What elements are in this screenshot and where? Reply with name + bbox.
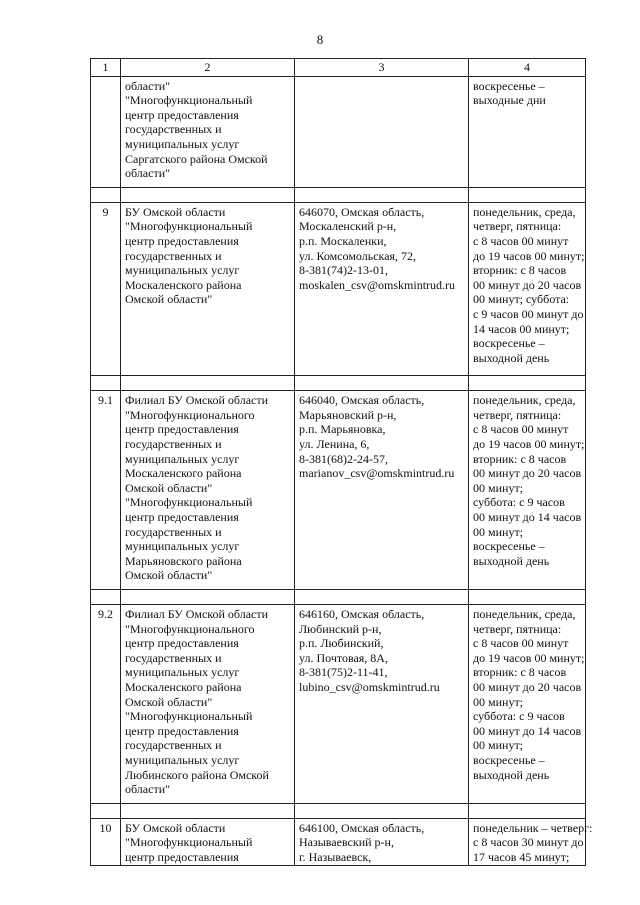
address-cell [295,76,469,187]
organization-line: Любинского района Омской [125,767,269,782]
spacer-cell [121,590,295,605]
organization-line: центр предоставления [125,422,239,437]
address-line: moskalen_csv@omskmintrud.ru [299,277,456,292]
spacer-cell [295,376,469,391]
schedule-line: с 8 часов 00 минут [473,636,569,651]
organization-line: Омской области" [125,568,213,583]
schedule-line: понедельник, среда, [473,204,576,219]
organization-line: муниципальных услуг [125,752,240,767]
organization-line: области" [125,166,171,181]
organization-line: Москаленского района [125,277,242,292]
row-number: 9.2 [91,605,121,804]
address-line: ул. Ленина, 6, [299,437,370,452]
schedule-line: выходной день [473,350,550,365]
address-line: marianov_csv@omskmintrud.ru [299,466,455,481]
spacer-cell [91,803,121,818]
table-row [91,391,586,590]
address-line: р.п. Москаленки, [299,233,387,248]
organization-line: Омской области" [125,480,213,495]
organization-line: центр предоставления [125,107,239,122]
schedule-cell [469,76,586,187]
organization-line: центр предоставления [125,636,239,651]
address-line: 8-381(74)2-13-01, [299,263,388,278]
schedule-line: вторник: с 8 часов [473,665,567,680]
schedule-line: 14 часов 00 минут; [473,321,570,336]
organization-line: Москаленского района [125,466,242,481]
organization-line: "Многофункциональный [125,835,253,850]
organization-line: государственных и [125,437,222,452]
address-line: 8-381(68)2-24-57, [299,451,388,466]
organization-line: Омской области" [125,292,213,307]
spacer-cell [121,803,295,818]
schedule-line: 00 минут; [473,524,524,539]
schedule-line: воскресенье – [473,539,545,554]
organization-line: "Многофункциональный [125,93,253,108]
schedule-line: вторник: с 8 часов [473,263,567,278]
address-line: Называевский р-н, [299,835,394,850]
address-line: ул. Комсомольская, 72, [299,248,417,263]
address-line: 646160, Омская область, [299,607,425,621]
organization-line: области" [125,78,171,93]
schedule-line: понедельник – четверг: [473,820,593,835]
organization-line: "Многофункциональный [125,495,253,510]
schedule-line: до 19 часов 00 минут; [473,650,585,665]
organization-line: Филиал БУ Омской области [125,393,269,408]
organization-line: муниципальных услуг [125,539,240,554]
organization-line: центр предоставления [125,849,239,864]
schedule-line: 00 минут до 20 часов [473,679,582,694]
spacer-cell [295,590,469,605]
address-cell [295,818,469,865]
address-line: 646070, Омская область, [299,204,425,219]
schedule-line: суббота: с 9 часов [473,709,565,724]
row-number: 10 [91,818,121,865]
row-number: 9.1 [91,391,121,590]
address-line: г. Называевск, [299,849,372,864]
column-header-3: 3 [295,59,469,77]
organization-cell [121,76,295,187]
page-number: 8 [316,32,324,47]
organization-line: Саргатского района Омской [125,151,268,166]
organization-line: БУ Омской области [125,204,226,219]
address-line: ул. Почтовая, 8А, [299,650,388,665]
schedule-line: суббота: с 9 часов [473,495,565,510]
organization-cell [121,391,295,590]
spacer-cell [295,187,469,202]
row-spacer [91,803,586,818]
organization-line: Москаленского района [125,679,242,694]
table-header-row [91,59,586,77]
table-row [91,76,586,187]
organization-line: БУ Омской области [125,820,226,835]
address-cell [295,391,469,590]
column-header-2: 2 [121,59,295,77]
organization-line: государственных и [125,738,222,753]
schedule-cell [469,391,586,590]
column-header-4: 4 [469,59,586,77]
organization-line: "Многофункциональный [125,219,253,234]
organization-line: Марьяновского района [125,553,242,568]
spacer-cell [469,590,586,605]
organization-line: "Многофункционального [125,621,255,636]
schedule-line: до 19 часов 00 минут; [473,248,585,263]
organization-line: "Многофункционального [125,407,255,422]
schedule-line: с 9 часов 00 минут до [473,306,584,321]
spacer-cell [121,376,295,391]
spacer-cell [469,187,586,202]
schedule-line: четверг, пятница: [473,219,562,234]
spacer-cell [91,187,121,202]
schedule-line: понедельник, среда, [473,393,576,408]
organization-line: центр предоставления [125,723,239,738]
address-line: 8-381(75)2-11-41, [299,665,388,680]
schedule-line: с 8 часов 00 минут [473,422,569,437]
schedule-line: выходные дни [473,93,546,108]
services-table [90,58,593,866]
row-spacer [91,187,586,202]
organization-line: муниципальных услуг [125,451,240,466]
schedule-line: до 19 часов 00 минут; [473,437,585,452]
row-number [91,76,121,187]
organization-line: государственных и [125,524,222,539]
address-line: 646100, Омская область, [299,820,425,835]
schedule-line: 00 минут; суббота: [473,292,570,307]
organization-line: центр предоставления [125,510,239,525]
organization-line: государственных и [125,122,222,137]
schedule-line: 00 минут; [473,694,524,709]
address-cell [295,605,469,804]
schedule-line: 00 минут до 20 часов [473,466,582,481]
spacer-cell [91,590,121,605]
schedule-line: четверг, пятница: [473,407,562,422]
address-cell [295,202,469,376]
organization-line: муниципальных услуг [125,136,240,151]
organization-line: Омской области" [125,694,213,709]
spacer-cell [121,187,295,202]
schedule-line: 17 часов 45 минут; [473,849,570,864]
address-line: 646040, Омская область, [299,393,425,408]
row-spacer [91,376,586,391]
spacer-cell [469,376,586,391]
table-row [91,202,586,376]
organization-cell [121,605,295,804]
schedule-line: понедельник, среда, [473,607,576,621]
schedule-line: 00 минут до 14 часов [473,510,582,525]
column-header-1: 1 [91,59,121,77]
table-row [91,605,586,804]
organization-cell [121,202,295,376]
organization-line: муниципальных услуг [125,665,240,680]
schedule-cell [469,605,586,804]
address-line: lubino_csv@omskmintrud.ru [299,679,440,694]
address-line: Любинский р-н, [299,621,382,636]
address-line: Марьяновский р-н, [299,407,397,422]
schedule-cell [469,202,586,376]
organization-line: "Многофункциональный [125,709,253,724]
address-line: р.п. Марьяновка, [299,422,386,437]
schedule-line: с 8 часов 30 минут до [473,835,584,850]
schedule-line: воскресенье – [473,78,545,93]
organization-line: Филиал БУ Омской области [125,607,269,621]
schedule-line: 00 минут до 20 часов [473,277,582,292]
organization-line: государственных и [125,248,222,263]
schedule-line: 00 минут; [473,738,524,753]
schedule-cell [469,818,593,865]
spacer-cell [469,803,586,818]
schedule-line: 00 минут; [473,480,524,495]
address-line: Москаленский р-н, [299,219,397,234]
spacer-cell [295,803,469,818]
row-number: 9 [91,202,121,376]
schedule-line: с 8 часов 00 минут [473,233,569,248]
spacer-cell [91,376,121,391]
schedule-line: выходной день [473,553,550,568]
schedule-line: 00 минут до 14 часов [473,723,582,738]
schedule-line: вторник: с 8 часов [473,451,567,466]
schedule-line: четверг, пятница: [473,621,562,636]
schedule-line: воскресенье – [473,752,545,767]
organization-line: центр предоставления [125,233,239,248]
organization-cell [121,818,295,865]
table-row [91,818,586,865]
organization-line: государственных и [125,650,222,665]
schedule-line: воскресенье – [473,336,545,351]
schedule-line: выходной день [473,767,550,782]
organization-line: области" [125,782,171,797]
organization-line: муниципальных услуг [125,263,240,278]
address-line: р.п. Любинский, [299,636,384,651]
row-spacer [91,590,586,605]
table-body [91,76,593,865]
